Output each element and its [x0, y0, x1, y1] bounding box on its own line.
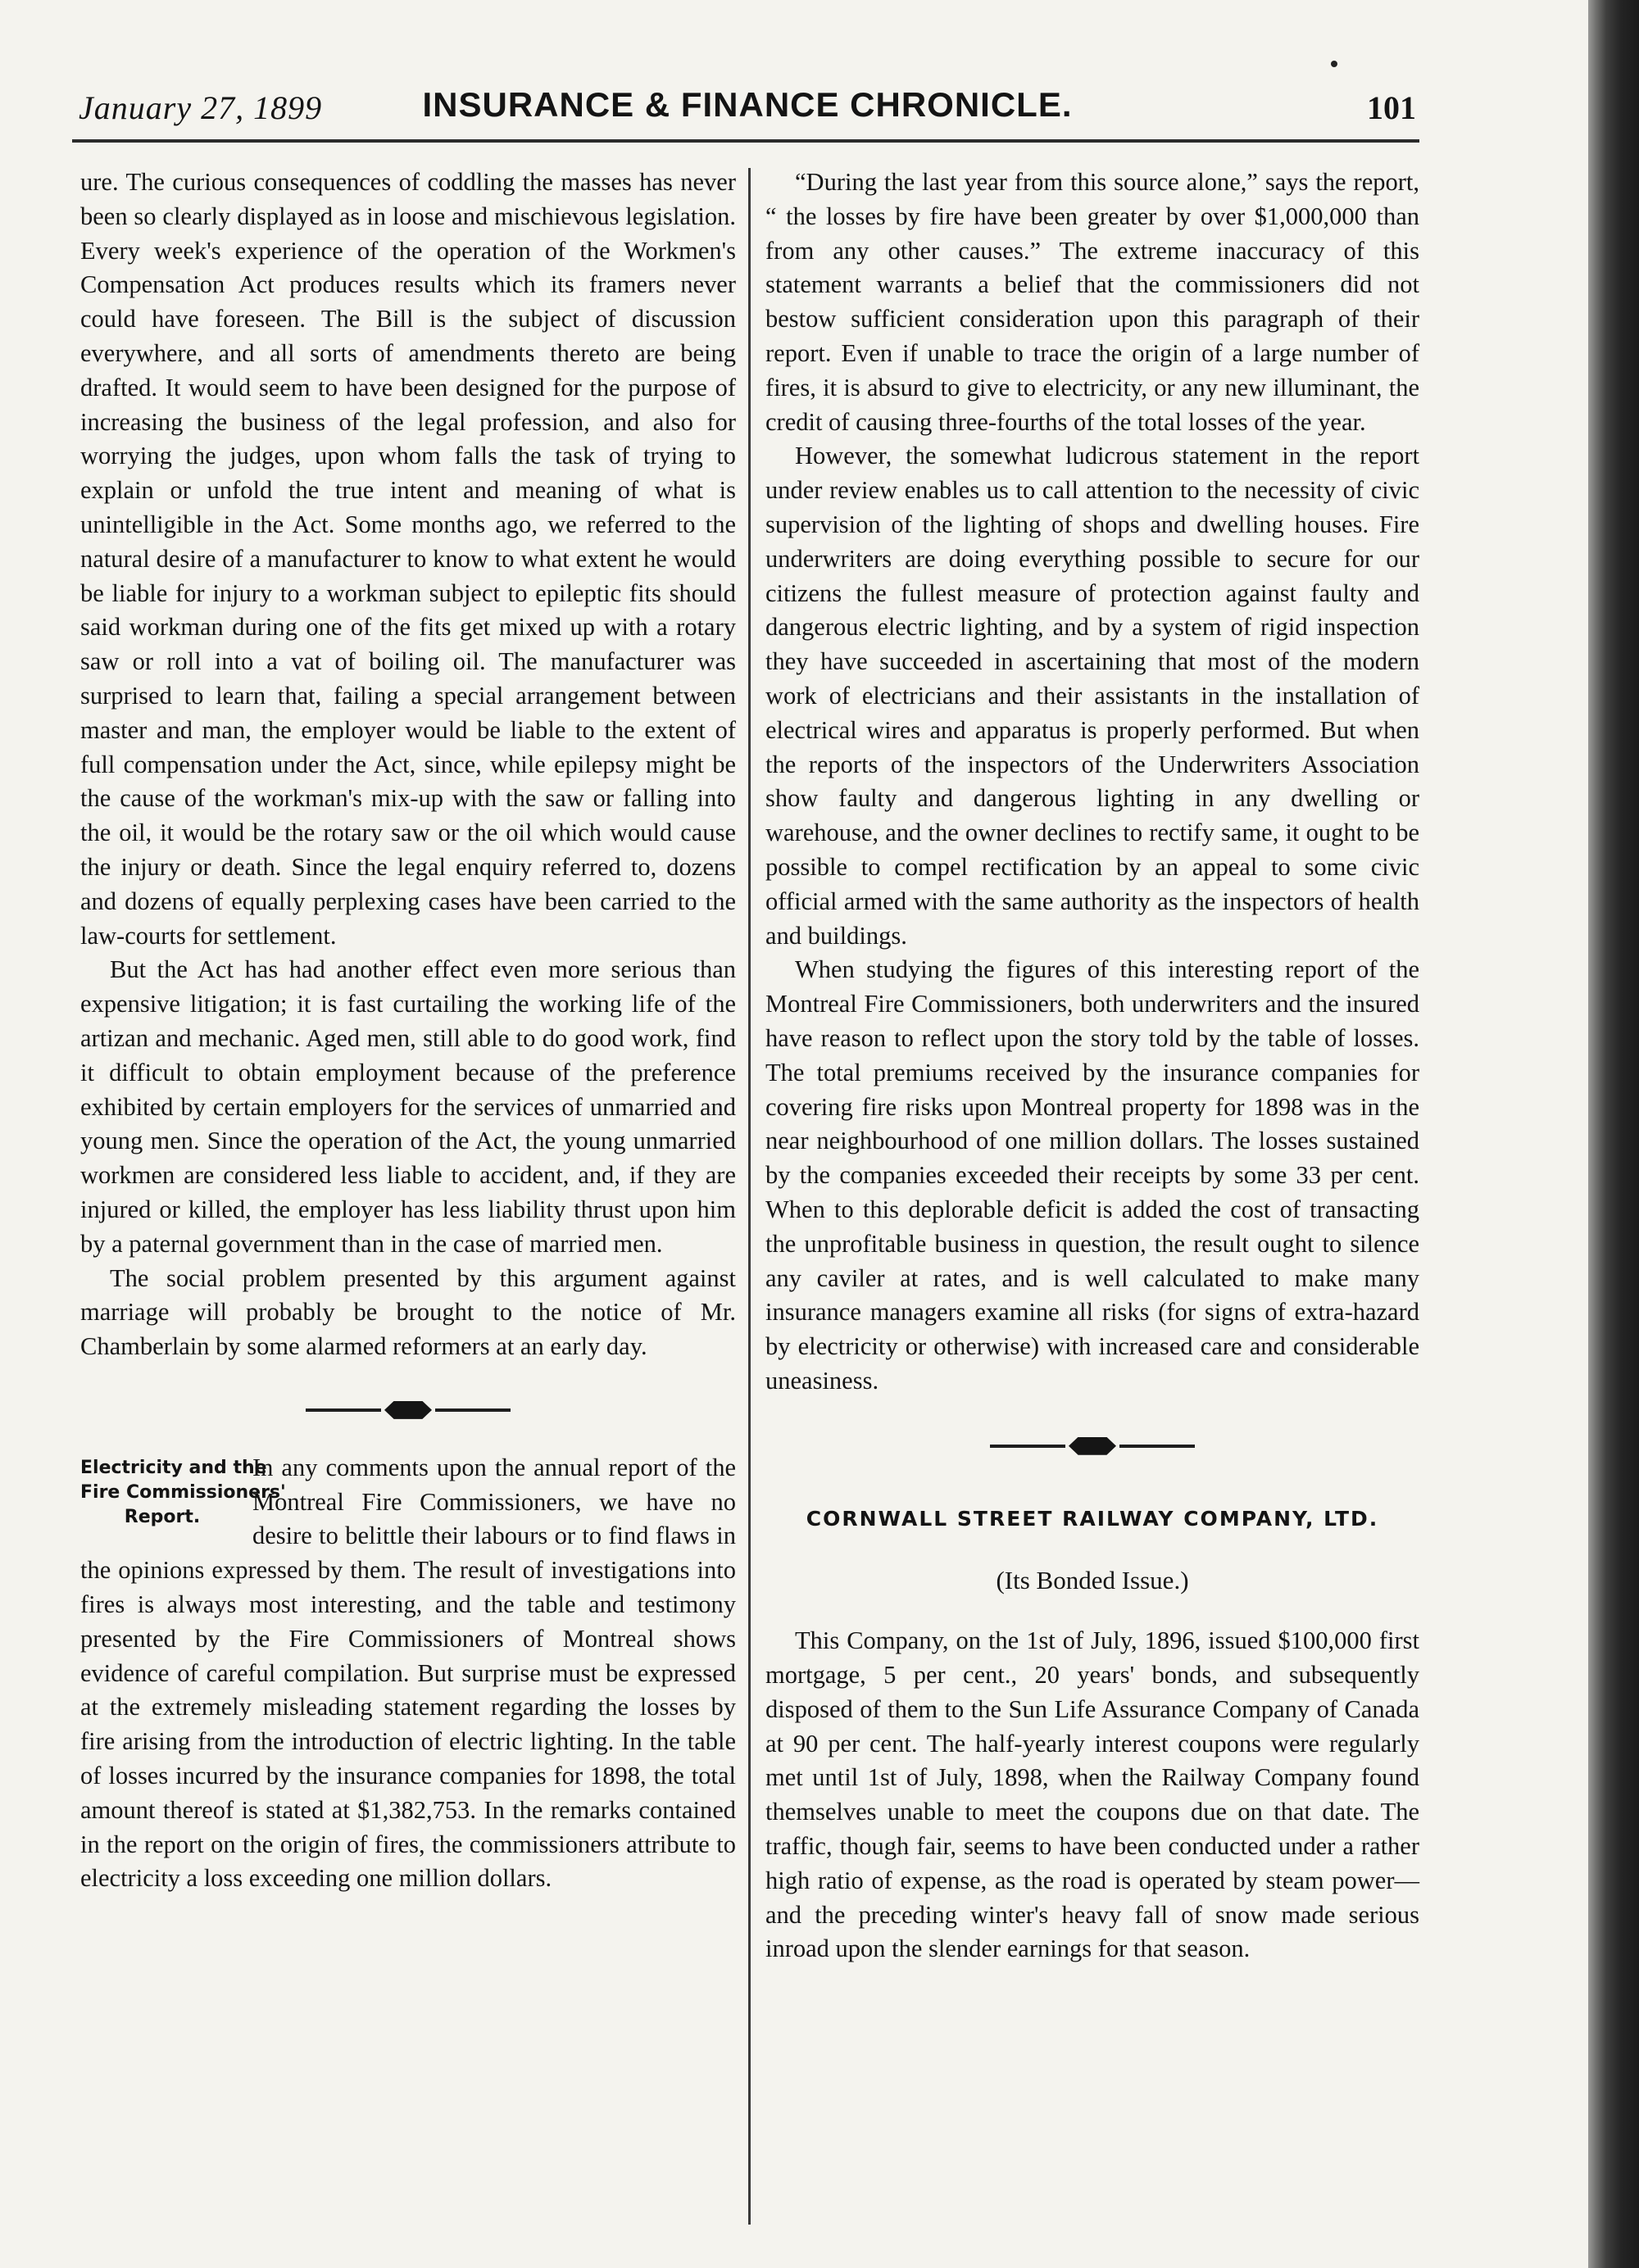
article-paragraph: When studying the figures of this interesting report of the Montreal Fire Commissioners, both underwriters and the insured have reason to reflect upon the story told by the table of losses. The total premiums received by the insurance companies for covering fire risks upon Montreal property for 1898 was in the near neighbourhood of one million dollars. The losses sustained by the companies exceeded their receipts by some 33 per cent. When to this deplorable deficit is added the cost of transacting the unprofitable business in question, the result ought to silence any caviler at rates, and is well calculated to make many insurance managers examine all risks (for signs of extra-hazard by electricity or otherwise) with increased care and considerable uneasiness. [765, 955, 1419, 1395]
article-paragraph: In any comments upon the annual report of the Montreal Fire Commissioners, we have no desire to belittle their labours or to find flaws in the opinions expressed by them. The result of investigations into fires is always most interesting, and the table and testimony presented by the Fire Commissioners of Montreal shows evidence of careful compilation. But surprise must be expressed at the extremely misleading statement regarding the losses by fire arising from the introduction of electric lighting. In the table of losses incurred by the insurance companies for 1898, the total amount thereof is stated at $1,382,753. In the remarks contained in the report on the origin of fires, the commissioners attribute to electricity a loss exceeding one million dollars. [80, 1453, 736, 1893]
section-divider-ornament [765, 1412, 1419, 1481]
header-date: January 27, 1899 [79, 89, 323, 126]
column-divider [748, 168, 751, 2225]
page-header [79, 85, 1416, 134]
book-binding-edge [1588, 0, 1639, 2268]
section-sidenote [80, 1456, 286, 1530]
sidenote-line: Fire Commissioners' [80, 1481, 286, 1503]
header-rule [72, 139, 1419, 143]
article-paragraph: “During the last year from this source alone,” says the report, “ the losses by fire have been greater by over $1,000,000 than from any other causes.” The extreme inaccuracy of this statement warrants a belief that the commissioners did not bestow sufficient consideration upon this paragraph of their report. Even if unable to trace the origin of a large number of fires, it is absurd to give to electricity, or any new illuminant, the credit of causing three-fourths of the total losses of the year. [765, 168, 1419, 436]
page-number: 101 [1367, 89, 1416, 126]
article-paragraph: This Company, on the 1st of July, 1896, issued $100,000 first mortgage, 5 per cent., 20 years' bonds, and subsequently disposed of them to the Sun Life Assurance Company of Canada at 90 per cent. The half-yearly interest coupons were regularly met until 1st of July, 1898, when the Railway Company found themselves unable to meet the coupons due on that date. The traffic, though fair, seems to have been conducted under a rather high ratio of expense, as the road is operated by steam power—and the preceding winter's heavy fall of snow made serious inroad upon the slender earnings for that season. [765, 1626, 1419, 1963]
section-heading: CORNWALL STREET RAILWAY COMPANY, LTD. [806, 1506, 1379, 1531]
article-paragraph: However, the somewhat ludicrous statement in the report under review enables us to call attention to the necessity of civic supervision of the lighting of shops and dwelling houses. Fire underwriters are doing everything possible to secure for our citizens the fullest measure of protection against faulty and dangerous electric lighting, and by a system of rigid inspection they have succeeded in ascertaining that most of the modern work of electricians and their assistants in the installation of electrical wires and apparatus is properly performed. But when the reports of the inspectors of the Underwriters Association show faulty and dangerous lighting in any dwelling or warehouse, and the owner declines to rectify same, it ought to be possible to compel rectification by an appeal to some civic official armed with the same authority as the inspectors of health and buildings. [765, 442, 1419, 950]
section-subheading: (Its Bonded Issue.) [996, 1566, 1189, 1595]
section-divider-ornament [80, 1376, 736, 1445]
ink-speck [1331, 61, 1337, 67]
left-column [80, 166, 736, 1896]
article-paragraph: The social problem presented by this argument against marriage will probably be brought to the notice of Mr. Chamberlain by some alarmed reformers at an early day. [80, 1263, 736, 1361]
right-column [765, 166, 1419, 1966]
sidenote-line: Report. [124, 1506, 201, 1527]
article-paragraph: But the Act has had another effect even more serious than expensive litigation; it is fast curtailing the working life of the artizan and mechanic. Aged men, still able to do good work, find it difficult to obtain employment because of the preference exhibited by certain employers for the services of unmarried and young men. Since the operation of the Act, the young unmarried workmen are considered less liable to accident, and, if they are injured or killed, the employer has less liability thrust upon him by a paternal government than in the case of married men. [80, 955, 736, 1258]
header-title: INSURANCE & FINANCE CHRONICLE. [422, 85, 1073, 124]
electricity-section [80, 1451, 736, 1896]
sidenote-line: Electricity and the [80, 1457, 267, 1478]
article-paragraph: ure. The curious consequences of coddling the masses has never been so clearly displayed as in loose and mischievous legislation. Every week's experience of the operation of the Workmen's Compensation Act produces results which its framers never could have foreseen. The Bill is the subject of discussion everywhere, and all sorts of amendments thereto are being drafted. It would seem to have been designed for the purpose of increasing the business of the legal profession, and also for worrying the judges, upon whom falls the task of trying to explain or unfold the true intent and meaning of what is unintelligible in the Act. Some months ago, we referred to the natural desire of a manufacturer to know to what extent he would be liable for injury to a workman subject to epileptic fits should said workman during one of the fits get mixed up with a rotary saw or roll into a vat of boiling oil. The manufacturer was surprised to learn that, failing a special arrangement between master and man, the employer would be liable to the extent of full compensation under the Act, since, while epilepsy might be the cause of the workman's mix-up with the saw or falling into the oil, it would be the rotary saw or the oil which would cause the injury or death. Since the legal enquiry referred to, dozens and dozens of equally perplexing cases have been carried to the law-courts for settlement. [80, 168, 736, 950]
